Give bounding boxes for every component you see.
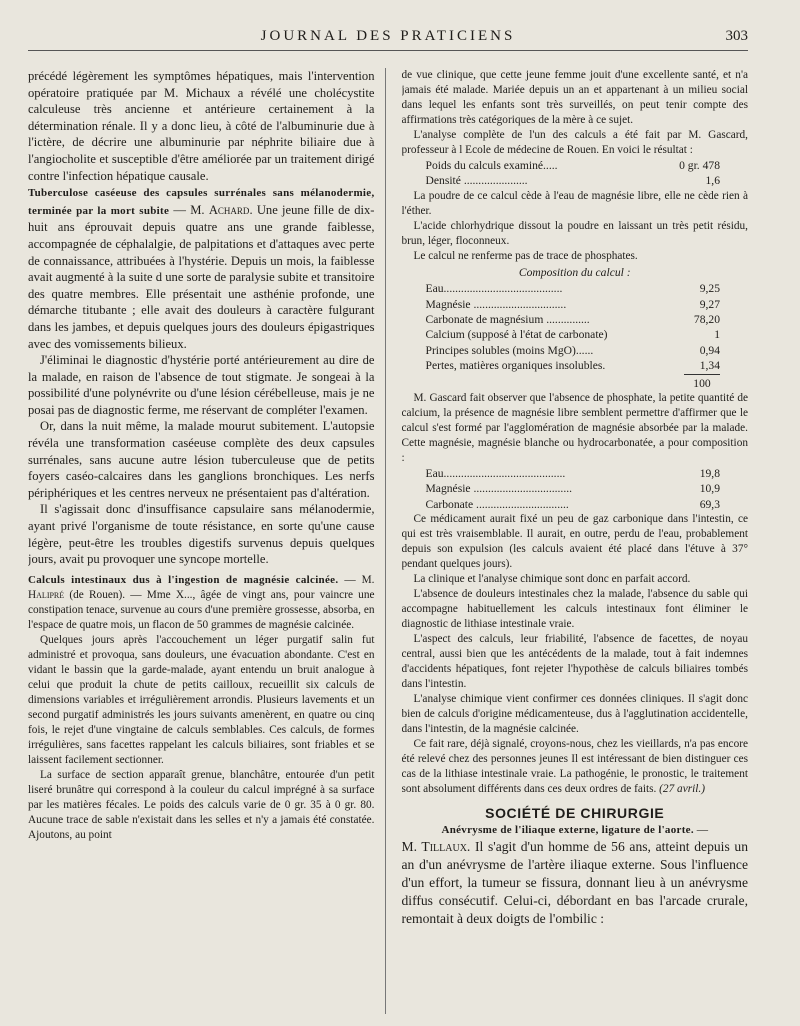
paragraph: Il s'agissait donc d'insuffisance capsulaire sans mélanodermie, ayant privé l'organisme de toute résistance, en sorte qu'une cause légère, peut-être les troubles digestifs survenus depuis quelques jours, avait pu provoquer une syncope mortelle.	[28, 502, 375, 567]
table-row	[426, 466, 749, 481]
row-label: Magnésie ................................	[425, 297, 567, 311]
paragraph: L'aspect des calculs, leur friabilité, l'absence de facettes, de noyau central, aussi bien que les antécédents de la malade, tout à fait indemnes d'accidents hépatiques, font rejeter l'hypothèse de calculs biliaires tombés dans l'intestin.	[401, 633, 748, 691]
row-value: 1	[714, 328, 720, 342]
table-row	[426, 327, 749, 342]
report-dash: — M.	[169, 202, 209, 217]
report-author: Achard	[208, 202, 250, 217]
report-halipre	[28, 573, 375, 633]
session-date: (27 avril.)	[659, 783, 705, 796]
paragraph: L'analyse chimique vient confirmer ces données cliniques. Il s'agit donc bien de calculs d'origine médicamenteuse, dus à l'agglutination accidentelle, dans l'intestin, de la magnésie calcinée.	[401, 693, 748, 736]
row-label: Calcium (supposé à l'état de carbonate)	[425, 328, 608, 342]
row-label: Carbonate de magnésium ...............	[425, 313, 590, 327]
table-row	[426, 358, 749, 373]
report-dash: — M.	[338, 573, 375, 586]
report-tillaux-title	[402, 823, 749, 838]
composition-title: Composition du calcul :	[518, 265, 631, 279]
paragraph	[402, 737, 749, 797]
paragraph: L'analyse complète de l'un des calculs a été fait par M. Gascard, professeur à l Ecole de médecine de Rouen. En voici le résultat :	[401, 129, 748, 156]
report-title: Calculs intestinaux dus à l'ingestion de magnésie calcinée.	[28, 573, 339, 586]
row-label: Pertes, matières organiques insolubles.	[425, 359, 606, 373]
table-row	[426, 343, 749, 358]
report-dash: —	[693, 824, 709, 837]
text-columns	[28, 68, 748, 1014]
row-value: 9,27	[699, 297, 720, 311]
paragraph: La clinique et l'analyse chimique sont donc en parfait accord.	[413, 573, 691, 586]
magnesia-table-box	[402, 466, 749, 512]
right-column	[402, 68, 749, 1014]
paragraph: précédé légèrement les symptômes hépatiques, mais l'intervention opératoire pratiquée par M. Michaux a révélé une cholécystite calculeuse très ancienne et antérieure certainement à la détermination rénale. Il y a donc lieu, à côté de l'albuminurie due à l'ictère, de décrire une albuminurie par néphrite biliaire due à l'angiocholite et susceptible d'être améliorée par un traitement dirigé contre l'infection hépatique causale.	[28, 69, 375, 183]
paragraph: L'absence de douleurs intestinales chez la malade, l'absence du sable qui accompagne habituellement les calculs intestinaux font éliminer le diagnostic de lithiase intestinale vraie.	[401, 588, 748, 631]
magnesia-table	[426, 466, 749, 512]
running-title: JOURNAL DES PRATICIENS	[260, 28, 516, 44]
table-row	[426, 173, 749, 188]
table-row	[426, 297, 749, 312]
paragraph: Quelques jours après l'accouchement un léger purgatif salin fut administré et provoqua, sans douleurs, une évacuation abondante. C'est en vidant le bassin que la garde-malade, ayant entendu un bruit analogue à celui que produit la chute de petits cailloux, recueillit six calculs de dimensions variables et irrégulièrement arrondis. Plusieurs lavements et un second purgatif administrés les jours suivants amenèrent, en quatre ou cinq fois, le rejet d'une vingtaine de calculs semblables. Ces calculs, de formes irrégulières, sans facettes rappelant les calculs biliaires, sont friables et se laissent facilement sectionner.	[28, 633, 375, 766]
composition-table-box	[402, 281, 749, 391]
report-author: M. Tillaux	[401, 839, 467, 855]
table-row	[426, 497, 749, 512]
paragraph: L'acide chlorhydrique dissout la poudre en laissant un très petit résidu, brun, léger, floconneux.	[401, 219, 748, 247]
table-row	[426, 281, 749, 296]
composition-table	[426, 281, 749, 373]
paragraph: Or, dans la nuit même, la malade mourut subitement. L'autopsie révéla une transformation caséeuse complète des deux capsules surrénales, sans aucune autre lésion tuberculeuse que de petits foyers caséo-calcaires dans les ganglions bronchiques. Les nerfs périphériques et les centres nerveux ne présentaient pas d'altération.	[28, 419, 375, 500]
row-value: 69,3	[699, 497, 720, 511]
report-author: Halipré	[28, 588, 65, 601]
composition-total: 100	[684, 374, 720, 391]
report-text: . Une jeune fille de dix-huit ans éprouvait depuis quatre ans une grande faiblesse, accompagnée de céphalalgie, de palpitations et d'attaques avec perte de connaissance, attribuées à l'hystérie. Depuis un mois, la faiblesse avait augmenté à la suite d une sorte de paralysie subite et transitoire des quatre membres. Elle présentait une asthénie profonde, une démarche titubante ; elle avait des douleurs à caractère fulgurant dans les jambes, et depuis quelques jours des douleurs épigastriques avec des vomissements bilieux.	[28, 202, 375, 351]
row-value: 1,6	[705, 174, 720, 188]
paragraph: J'éliminai le diagnostic d'hystérie porté antérieurement au dire de la malade, en raison de l'absence de tout stigmate. Je songeai à la possibilité d'une polynévrite ou d'une lésion cérébelleuse, mais je ne posai pas de diagnostic ferme, me réservant de compléter l'examen.	[28, 353, 375, 417]
table-row	[426, 312, 749, 327]
report-title: Tuberculose caséeuse des capsules surrénales sans mélanodermie, terminée par la mort subite	[28, 187, 375, 217]
row-label: Eau.........................................	[425, 282, 563, 296]
paragraph: La poudre de ce calcul cède à l'eau de magnésie libre, elle ne cède rien à l'éther.	[401, 189, 748, 217]
page-number: 303	[725, 28, 748, 44]
paragraph: Le calcul ne renferme pas de trace de phosphates.	[413, 249, 638, 262]
weight-table	[426, 158, 749, 189]
row-value: 0 gr. 478	[679, 159, 720, 172]
paragraph-text: Ce fait rare, déjà signalé, croyons-nous, chez les vieillards, n'a pas encore été relevé chez des personnes jeunes Il est intéressant de bien distinguer ces cas de la lithiase intestinale vraie. La pathogénie, le pronostic, le traitement sont absolument différents dans ces deux ordres de faits.	[401, 738, 748, 796]
weight-table-box	[402, 158, 749, 189]
report-title: Anévrysme de l'iliaque externe, ligature de l'aorte.	[441, 824, 694, 837]
row-label: Magnésie ..................................	[425, 482, 573, 496]
table-row	[426, 158, 749, 173]
row-value: 9,25	[699, 282, 720, 296]
left-column	[28, 68, 386, 1014]
table-row	[426, 481, 749, 496]
report-text: (de Rouen). — Mme X..., âgée de vingt ans, pour vaincre une constipation tenace, survenue au cours d'une première grossesse, absorba, en l'espace de quatre mois, un flacon de 50 grammes de magnésie calcinée.	[28, 588, 375, 631]
paragraph: La surface de section apparaît grenue, blanchâtre, entourée d'un petit liseré brunâtre qui correspond à la couleur du calcul imprégné à sa surface par les matières fécales. Le poids des calculs varie de 0 gr. 35 à 0 gr. 80. Aucune trace de sable n'existait dans les selles et n'y a jamais été constatée. Ajoutons, au point	[28, 768, 375, 841]
paragraph: Ce médicament aurait fixé un peu de gaz carbonique dans l'intestin, ce qui est très vraisemblable. Il aurait, en outre, perdu de l'eau, probablement depuis son expulsion (les calculs avaient été placé dans l'étuve à 37° pendant quelques jours).	[401, 513, 748, 571]
section-title: SOCIÉTÉ DE CHIRURGIE	[485, 805, 665, 822]
paragraph: de vue clinique, que cette jeune femme jouit d'une excellente santé, et n'a jamais été malade. Mariée depuis un an et appartenant à un milieu social dans lequel les enfants sont très surveillés, on peut tenir compte des affirmations très catégoriques de la mère à ce sujet.	[401, 69, 748, 126]
row-value: 19,8	[699, 467, 720, 481]
row-value: 10,9	[699, 482, 720, 496]
row-label: Poids du calculs examiné.....	[425, 159, 558, 172]
row-value: 1,34	[699, 359, 720, 373]
report-achard	[28, 184, 375, 352]
composition-total-line	[426, 374, 749, 391]
row-value: 0,94	[699, 343, 720, 357]
row-label: Densité ......................	[425, 174, 528, 188]
row-label: Principes solubles (moins MgO)......	[425, 343, 594, 357]
report-text: . Il s'agit d'un homme de 56 ans, atteint depuis un an d'un anévrysme de l'artère iliaque externe. Sous l'influence d'un effort, la tumeur se fissura, donnant lieu à un anévrysme diffus consécutif. Celui-ci, débordant en bas l'arcade crurale, remontait à deux doigts de l'ombilic :	[401, 839, 748, 927]
paragraph: M. Gascard fait observer que l'absence de phosphate, la petite quantité de calcium, la présence de magnésie libre semblent permettre d'affirmer que le calcul s'est formé par l'agglomération de magnésie absorbée par la malade. Cette magnésie, magnésie blanche ou hydrocarbonatée, a pour composition :	[401, 392, 748, 465]
report-tillaux	[402, 838, 749, 928]
row-label: Eau..........................................	[425, 467, 566, 481]
page-header	[28, 28, 748, 51]
row-label: Carbonate ................................	[425, 497, 569, 511]
row-value: 78,20	[693, 313, 720, 327]
